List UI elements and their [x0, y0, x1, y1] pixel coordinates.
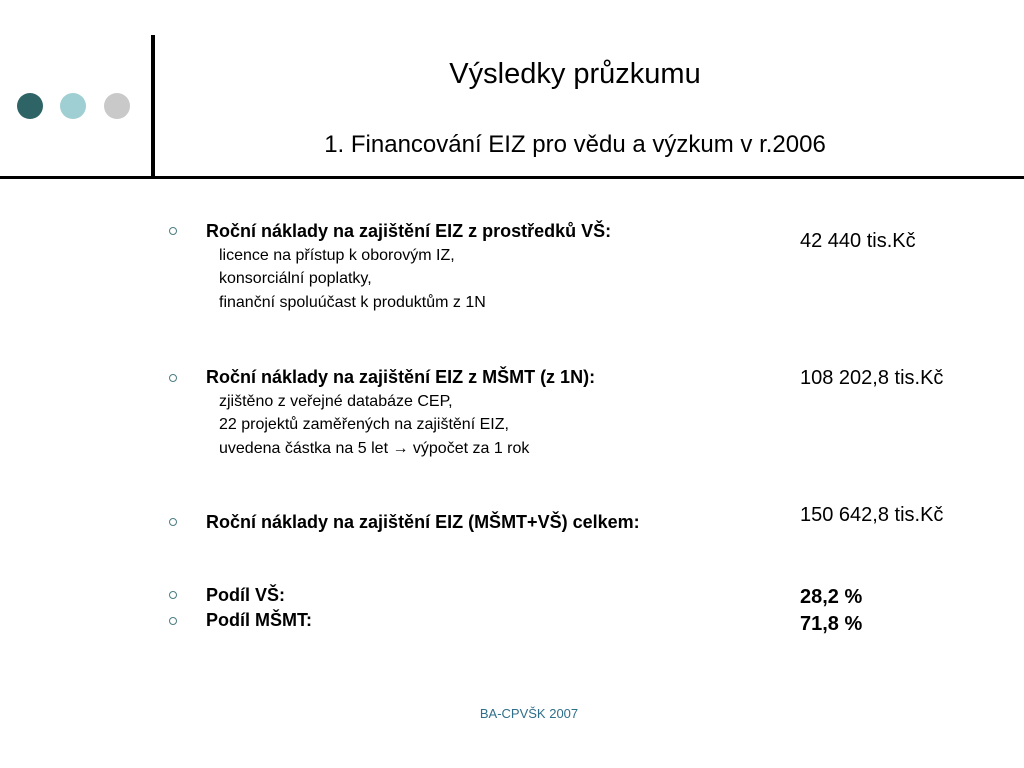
- item-heading-share-vs: Podíl VŠ:: [206, 585, 286, 605]
- value-share-vs: 28,2 %: [800, 586, 863, 608]
- value-total-costs: 150 642,8 tis.Kč: [800, 504, 944, 526]
- value-vs-costs: 42 440 tis.Kč: [800, 230, 916, 252]
- item-heading-total-costs: Roční náklady na zajištění EIZ (MŠMT+VŠ) celkem:: [206, 512, 640, 532]
- decorative-dot-light: [60, 93, 86, 119]
- item-heading-msmt-costs: Roční náklady na zajištění EIZ z MŠMT (z 1N):: [206, 367, 596, 387]
- item-line: licence na přístup k oborovým IZ,: [219, 247, 455, 264]
- item-heading-vs-costs: Roční náklady na zajištění EIZ z prostředků VŠ:: [206, 221, 612, 241]
- slide-subtitle: 1. Financování EIZ pro vědu a výzkum v r.2006: [324, 131, 826, 158]
- item-line: 22 projektů zaměřených na zajištění EIZ,: [219, 416, 509, 433]
- bullet-icon: [169, 227, 177, 235]
- decorative-dot-dark: [17, 93, 43, 119]
- bullet-icon: [169, 617, 177, 625]
- slide-title: Výsledky průzkumu: [449, 58, 701, 90]
- value-msmt-costs: 108 202,8 tis.Kč: [800, 367, 944, 389]
- item-line: uvedena částka na 5 let → výpočet za 1 rok: [219, 440, 530, 457]
- item-line: finanční spoluúčast k produktům z 1N: [219, 294, 486, 311]
- bullet-icon: [169, 518, 177, 526]
- decorative-dot-grey: [104, 93, 130, 119]
- bullet-icon: [169, 591, 177, 599]
- item-heading-share-msmt: Podíl MŠMT:: [206, 610, 312, 630]
- item-line: zjištěno z veřejné databáze CEP,: [219, 393, 453, 410]
- item-line: konsorciální poplatky,: [219, 270, 372, 287]
- horizontal-divider: [0, 176, 1024, 179]
- bullet-icon: [169, 374, 177, 382]
- footer-text: BA-CPVŠK 2007: [479, 706, 579, 721]
- value-share-msmt: 71,8 %: [800, 613, 863, 635]
